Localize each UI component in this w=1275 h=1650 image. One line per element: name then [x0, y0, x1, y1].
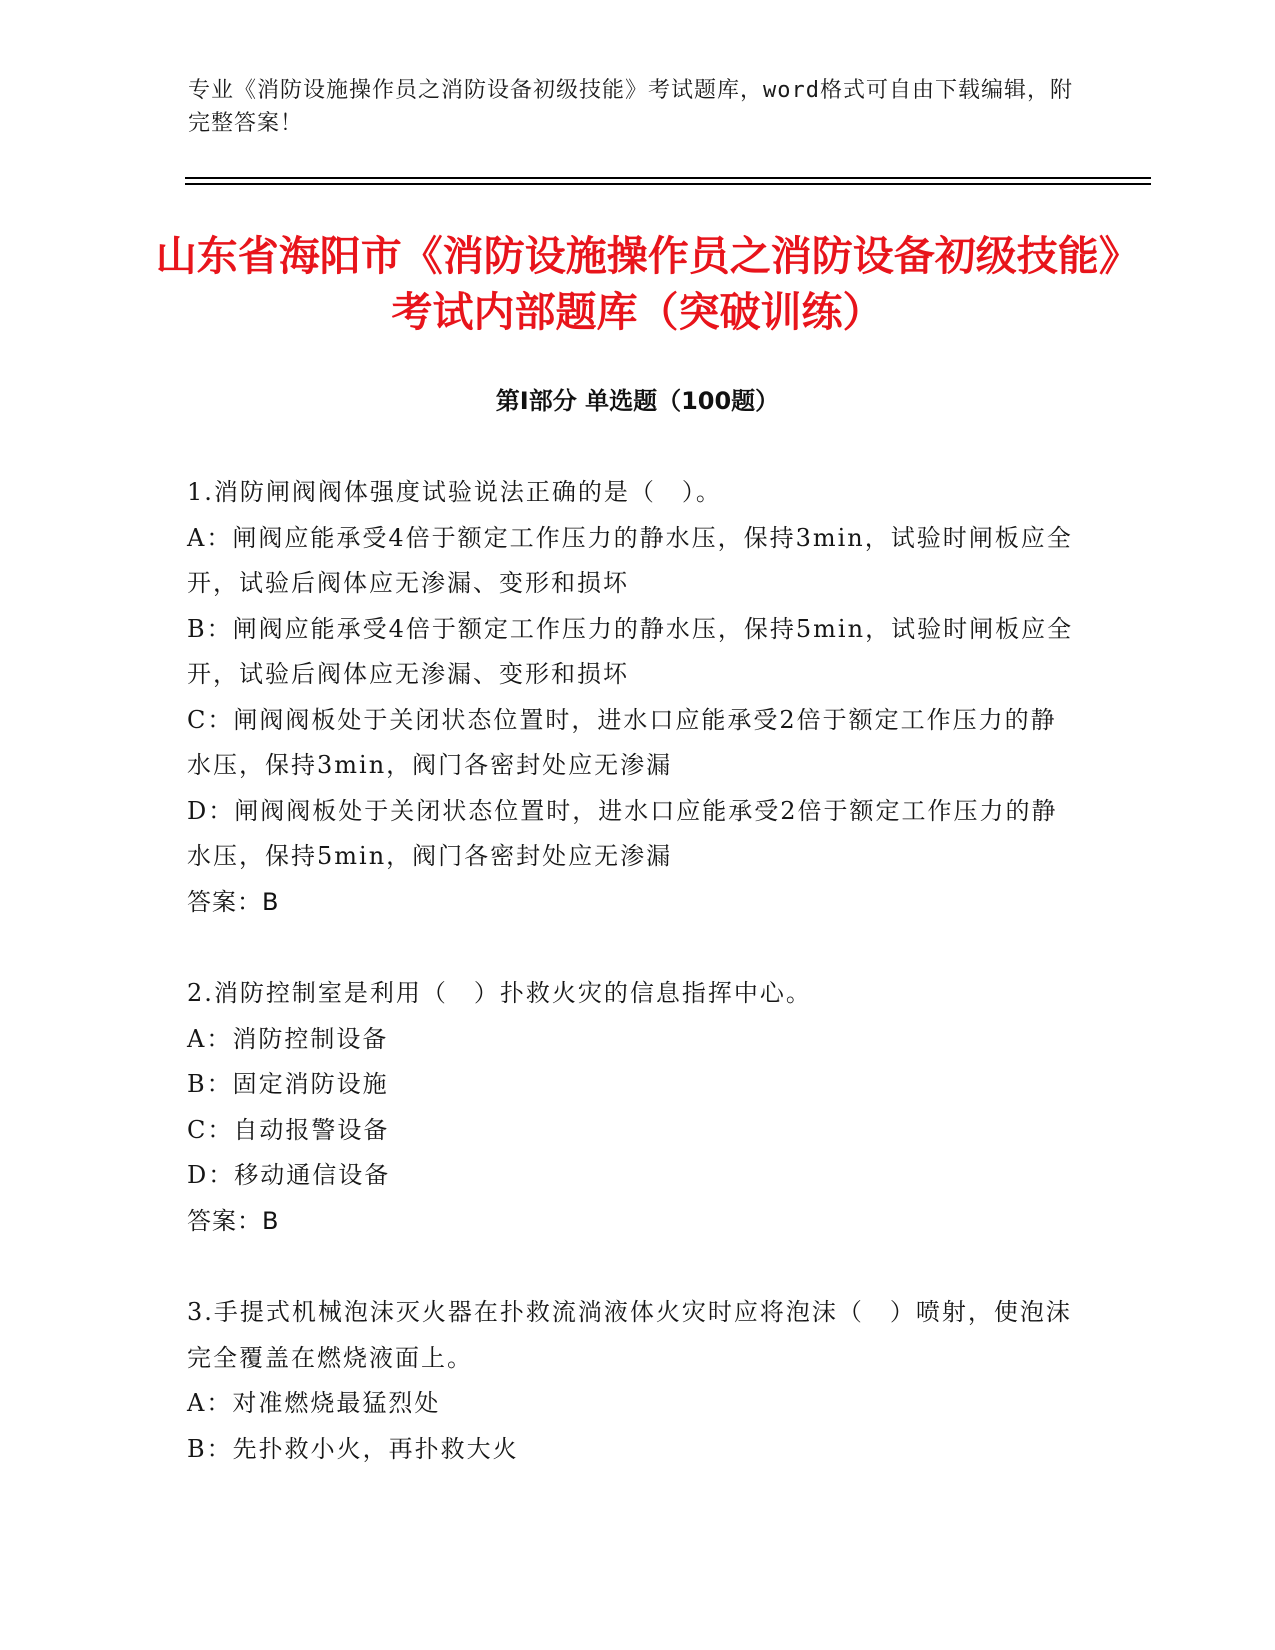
option-b: B：闸阀应能承受4倍于额定工作压力的静水压，保持5min，试验时闸板应全开，试验后阀体应无渗漏、变形和损坏	[187, 614, 1074, 688]
document-title: 山东省海阳市《消防设施操作员之消防设备初级技能》考试内部题库（突破训练）	[155, 232, 1120, 336]
option-a: A：消防控制设备	[187, 1024, 389, 1053]
answer: 答案：B	[187, 887, 280, 916]
option-b: B：先扑救小火，再扑救大火	[187, 1434, 519, 1463]
option-a: A：闸阀应能承受4倍于额定工作压力的静水压，保持3min，试验时闸板应全开，试验后阀体应无渗漏、变形和损坏	[187, 523, 1073, 597]
question-list	[187, 470, 1082, 1518]
question-3	[187, 1290, 1082, 1472]
question-1	[187, 470, 1082, 925]
question-stem: 3.手提式机械泡沫灭火器在扑救流淌液体火灾时应将泡沫（ ）喷射，使泡沫完全覆盖在燃烧液面上。	[187, 1298, 1072, 1372]
question-stem: 2.消防控制室是利用（ ）扑救火灾的信息指挥中心。	[187, 979, 812, 1007]
header-note: 专业《消防设施操作员之消防设备初级技能》考试题库，word格式可自由下载编辑，附完整答案！	[188, 78, 1073, 136]
header-divider-top	[185, 177, 1151, 179]
option-b: B：固定消防设施	[187, 1070, 389, 1098]
option-c: C：闸阀阀板处于关闭状态位置时，进水口应能承受2倍于额定工作压力的静水压，保持3min，阀门各密封处应无渗漏	[187, 705, 1057, 779]
option-d: D：移动通信设备	[187, 1161, 391, 1189]
option-c: C：自动报警设备	[187, 1115, 390, 1144]
option-a: A：对准燃烧最猛烈处	[187, 1389, 441, 1417]
header-divider-bottom	[185, 183, 1151, 185]
section-title: 第Ⅰ部分 单选题（100题）	[495, 387, 780, 415]
question-2	[187, 971, 1082, 1244]
question-stem: 1.消防闸阀阀体强度试验说法正确的是（ ）。	[187, 478, 722, 506]
answer: 答案：B	[187, 1206, 280, 1235]
option-d: D：闸阀阀板处于关闭状态位置时，进水口应能承受2倍于额定工作压力的静水压，保持5min，阀门各密封处应无渗漏	[187, 796, 1058, 870]
